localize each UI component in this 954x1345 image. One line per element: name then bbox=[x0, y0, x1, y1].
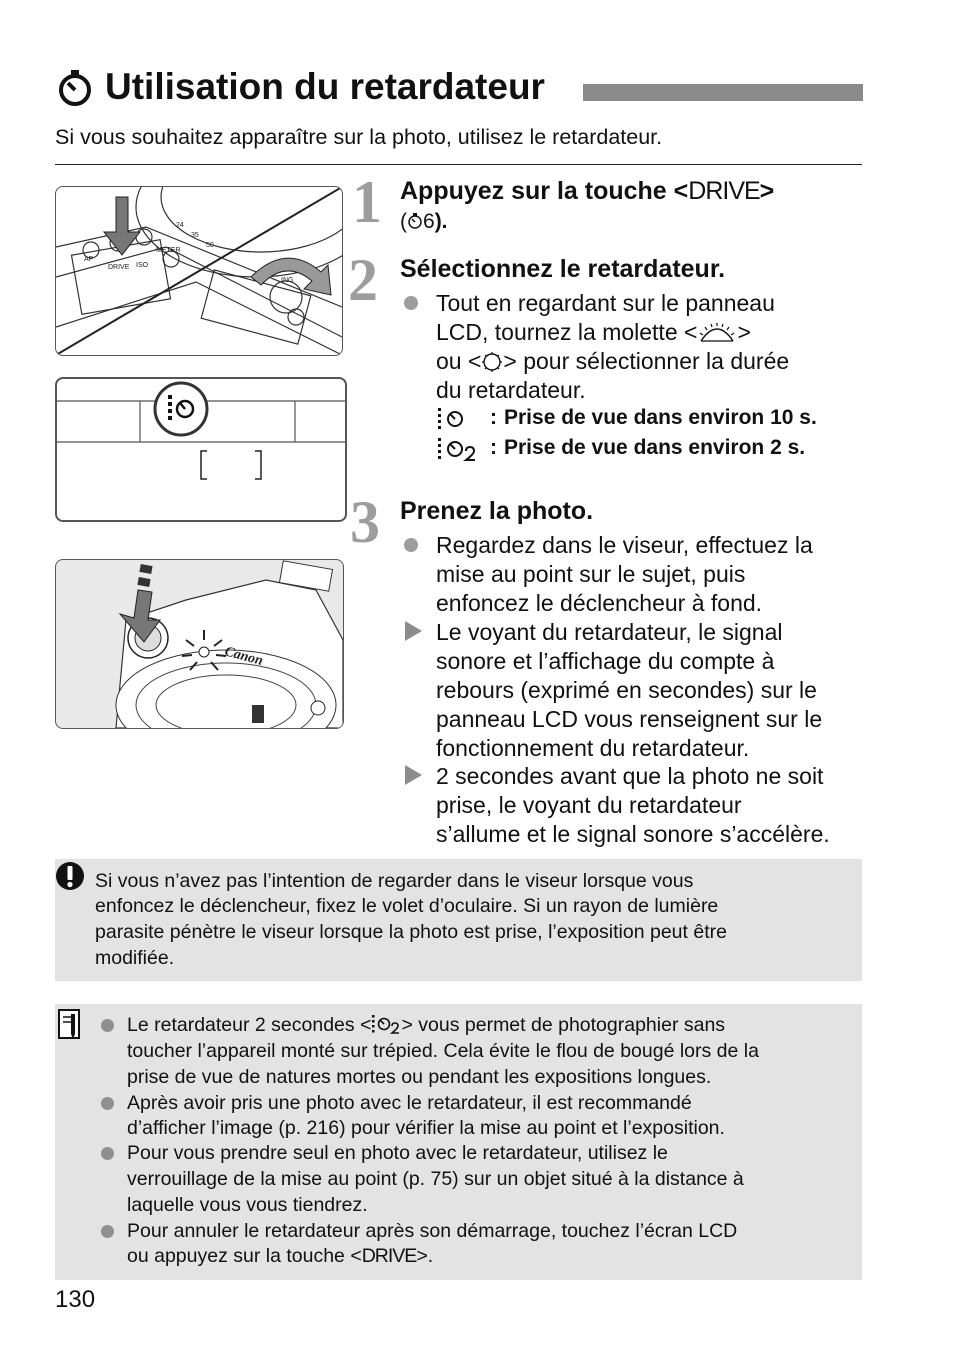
lens-mark-50: 50 bbox=[206, 242, 214, 249]
step-3-bullet-line-3: enfoncez le déclencheur à fond. bbox=[436, 590, 763, 616]
step-1-title-prefix: Appuyez sur la touche < bbox=[400, 177, 689, 205]
step-2-line-2-text: LCD, tournez la molette < bbox=[436, 319, 698, 345]
ref-open: ( bbox=[400, 210, 407, 233]
note-1-line-1 bbox=[127, 1012, 725, 1038]
header-rule bbox=[55, 164, 862, 165]
page-title: Utilisation du retardateur bbox=[105, 66, 545, 107]
step-1-number: 1 bbox=[352, 169, 382, 235]
step-1-title bbox=[400, 176, 774, 206]
option-2s-text: Prise de vue dans environ 2 s. bbox=[504, 436, 806, 459]
step-2-line-3 bbox=[436, 347, 789, 376]
note-2-line-2: d’afficher l’image (p. 216) pour vérifier la mise au point et l’exposition. bbox=[127, 1117, 725, 1139]
note-2-line-1: Après avoir pris une photo avec le retardateur, il est recommandé bbox=[127, 1092, 692, 1114]
note-4-line-2 bbox=[127, 1243, 433, 1269]
caution-line-3: parasite pénètre le viseur lorsque la photo est prise, l’exposition peut être bbox=[95, 921, 727, 943]
page-header bbox=[55, 64, 863, 114]
note-1-line-3: prise de vue de natures mortes ou pendant les expositions longues. bbox=[127, 1066, 712, 1088]
note-bullet-dot bbox=[101, 1019, 114, 1032]
intro-text: Si vous souhaitez apparaître sur la photo, utilisez le retardateur. bbox=[55, 125, 663, 149]
note-1-line-1-text-end: > vous permet de photographier sans bbox=[401, 1014, 726, 1036]
drive-button-glyph: DRIVE bbox=[361, 1245, 417, 1267]
title-decoration-bar bbox=[583, 84, 863, 101]
step-3-result1-line-5: fonctionnement du retardateur. bbox=[436, 735, 750, 761]
caution-line-1: Si vous n’avez pas l’intention de regarder dans le viseur lorsque vous bbox=[95, 870, 694, 892]
step-2-line-2 bbox=[436, 318, 751, 347]
lens-mark-24: 24 bbox=[176, 222, 184, 229]
main-dial-icon bbox=[697, 321, 737, 343]
step-3-result1-line-2: sonore et l’affichage du compte à bbox=[436, 648, 775, 674]
step-1-title-suffix: > bbox=[759, 177, 775, 205]
step-3-number: 3 bbox=[350, 489, 380, 555]
camera-front-illustration bbox=[55, 559, 344, 729]
camera-top-illustration bbox=[55, 186, 343, 356]
caution-line-2: enfoncez le déclencheur, fixez le volet d’oculaire. Si un rayon de lumière bbox=[95, 895, 719, 917]
bullet-dot bbox=[404, 538, 418, 552]
bullet-dot bbox=[404, 296, 418, 310]
step-3-result1-line-3: rebours (exprimé en secondes) sur le bbox=[436, 677, 817, 703]
step-3-result1-line-1: Le voyant du retardateur, le signal bbox=[436, 619, 783, 645]
step-3-result2-line-3: s’allume et le signal sonore s’accélère. bbox=[436, 821, 830, 847]
option-10s-sep: : bbox=[490, 406, 497, 429]
camera-label-iso: ISO bbox=[136, 262, 149, 269]
note-bullet-dot bbox=[101, 1097, 114, 1110]
self-timer-icon bbox=[55, 68, 95, 108]
result-arrow-icon bbox=[405, 621, 422, 641]
caution-line-4: modifiée. bbox=[95, 947, 175, 969]
camera-label-af: AF bbox=[84, 256, 93, 263]
note-4-line-1: Pour annuler le retardateur après son démarrage, touchez l’écran LCD bbox=[127, 1220, 738, 1242]
step-2-line-3-text: > pour sélectionner la durée bbox=[503, 348, 790, 374]
step-2-line-2-close: > bbox=[737, 319, 751, 345]
step-3-bullet-line-2: mise au point sur le sujet, puis bbox=[436, 561, 746, 587]
step-2-line-3-open: ou < bbox=[436, 348, 482, 374]
option-10s-text: Prise de vue dans environ 10 s. bbox=[504, 406, 817, 429]
quick-control-dial-icon bbox=[481, 351, 503, 373]
self-timer-2s-icon bbox=[371, 1014, 401, 1034]
step-2-line-1: Tout en regardant sur le panneau bbox=[436, 290, 775, 316]
note-4-line-2-end: >. bbox=[416, 1245, 434, 1267]
caution-box bbox=[55, 859, 862, 981]
lcd-panel-illustration bbox=[55, 377, 347, 522]
ref-page: 6 bbox=[423, 210, 435, 233]
note-3-line-3: laquelle vous vous tiendrez. bbox=[127, 1194, 368, 1216]
note-1-line-1-text: Le retardateur 2 secondes < bbox=[127, 1014, 372, 1036]
note-4-line-2-text: ou appuyez sur la touche < bbox=[127, 1245, 362, 1267]
step-3-result1-line-4: panneau LCD vous renseignent sur le bbox=[436, 706, 823, 732]
camera-label-meter: METER bbox=[156, 247, 181, 254]
result-arrow-icon bbox=[405, 765, 422, 785]
step-1-page-ref bbox=[400, 210, 448, 234]
note-3-line-1: Pour vous prendre seul en photo avec le retardateur, utilisez le bbox=[127, 1142, 668, 1164]
caution-icon bbox=[55, 861, 85, 891]
ref-close: ). bbox=[434, 210, 448, 233]
step-3-title: Prenez la photo. bbox=[400, 497, 594, 525]
step-2-number: 2 bbox=[348, 247, 378, 313]
memo-icon bbox=[57, 1008, 83, 1042]
note-bullet-dot bbox=[101, 1147, 114, 1160]
step-3-bullet-line-1: Regardez dans le viseur, effectuez la bbox=[436, 532, 813, 558]
step-3-result2-line-1: 2 secondes avant que la photo ne soit bbox=[436, 763, 824, 789]
camera-label-drive: DRIVE bbox=[108, 264, 130, 271]
step-2-title: Sélectionnez le retardateur. bbox=[400, 255, 726, 283]
page-number: 130 bbox=[55, 1286, 96, 1313]
notes-box bbox=[55, 1004, 862, 1280]
camera-brand: Canon bbox=[222, 644, 265, 669]
option-2s-sep: : bbox=[490, 436, 497, 459]
self-timer-10s-icon bbox=[436, 406, 472, 430]
step-2-line-4: du retardateur. bbox=[436, 377, 586, 403]
step-3-result2-line-2: prise, le voyant du retardateur bbox=[436, 792, 742, 818]
self-timer-2s-icon bbox=[436, 436, 486, 462]
note-1-line-2: toucher l’appareil monté sur trépied. Cela évite le flou de bougé lors de la bbox=[127, 1040, 759, 1062]
camera-label-ing: ING bbox=[281, 277, 294, 284]
note-bullet-dot bbox=[101, 1225, 114, 1238]
stopwatch-icon bbox=[407, 212, 423, 230]
drive-button-glyph: DRIVE bbox=[688, 177, 760, 205]
note-3-line-2: verrouillage de la mise au point (p. 75) sur un objet situé à la distance à bbox=[127, 1168, 744, 1190]
lens-mark-35: 35 bbox=[191, 232, 199, 239]
